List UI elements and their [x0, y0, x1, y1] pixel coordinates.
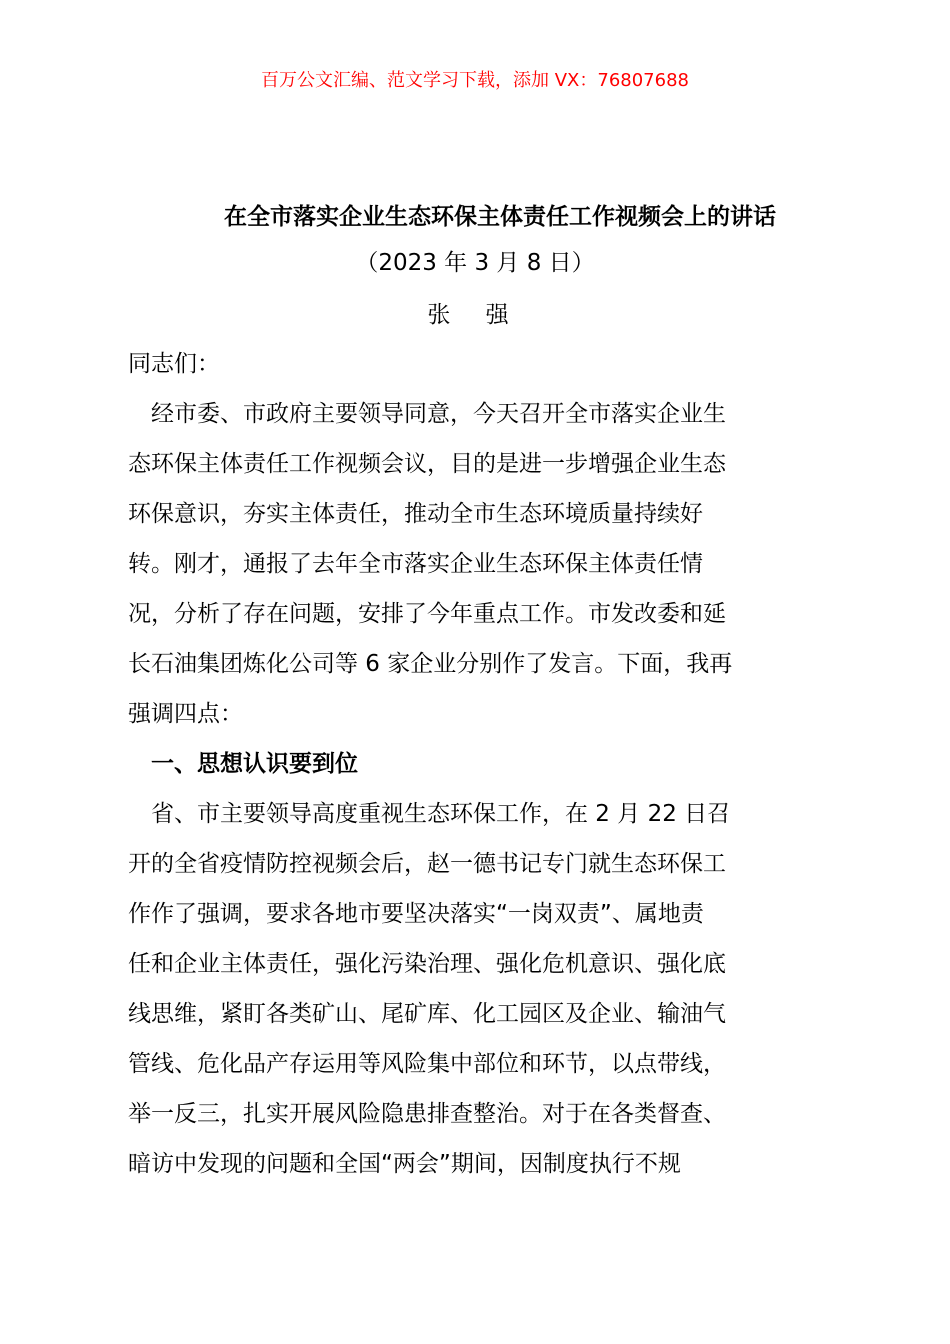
paragraph-line: 暗访中发现的问题和全国“两会”期间，因制度执行不规 — [128, 1151, 681, 1177]
paragraph-line: 强调四点： — [128, 701, 243, 727]
paragraph-line: 长石油集团炼化公司等 6 家企业分别作了发言。下面，我再 — [128, 651, 733, 677]
paragraph-line: 省、市主要领导高度重视生态环保工作，在 2 月 22 日召 — [128, 801, 731, 827]
paragraph-line: 经市委、市政府主要领导同意，今天召开全市落实企业生 — [128, 401, 726, 427]
header-promo-text: 百万公文汇编、范文学习下载，添加 VX：76807688 — [261, 70, 689, 91]
paragraph-line: 举一反三，扎实开展风险隐患排查整治。对于在各类督查、 — [128, 1101, 726, 1127]
paragraph-line: 态环保主体责任工作视频会议，目的是进一步增强企业生态 — [128, 451, 726, 477]
paragraph-line: 开的全省疫情防控视频会后，赵一德书记专门就生态环保工 — [128, 851, 726, 877]
paragraph-line: 线思维，紧盯各类矿山、尾矿库、化工园区及企业、输油气 — [128, 1001, 726, 1027]
paragraph-line: 转。刚才，通报了去年全市落实企业生态环保主体责任情 — [128, 551, 703, 577]
paragraph-line: 环保意识，夯实主体责任，推动全市生态环境质量持续好 — [128, 501, 703, 527]
document-title: 在全市落实企业生态环保主体责任工作视频会上的讲话 — [224, 204, 776, 230]
salutation: 同志们： — [128, 351, 220, 377]
paragraph-line: 况，分析了存在问题，安排了今年重点工作。市发改委和延 — [128, 601, 726, 627]
document-author: 张 强 — [427, 302, 523, 328]
document-date: （2023 年 3 月 8 日） — [355, 250, 595, 276]
paragraph-line: 任和企业主体责任，强化污染治理、强化危机意识、强化底 — [128, 951, 726, 977]
paragraph-line: 管线、危化品产存运用等风险集中部位和环节，以点带线， — [128, 1051, 726, 1077]
section-heading: 一、思想认识要到位 — [128, 751, 358, 777]
paragraph-line: 作作了强调，要求各地市要坚决落实“一岗双责”、属地责 — [128, 901, 704, 927]
